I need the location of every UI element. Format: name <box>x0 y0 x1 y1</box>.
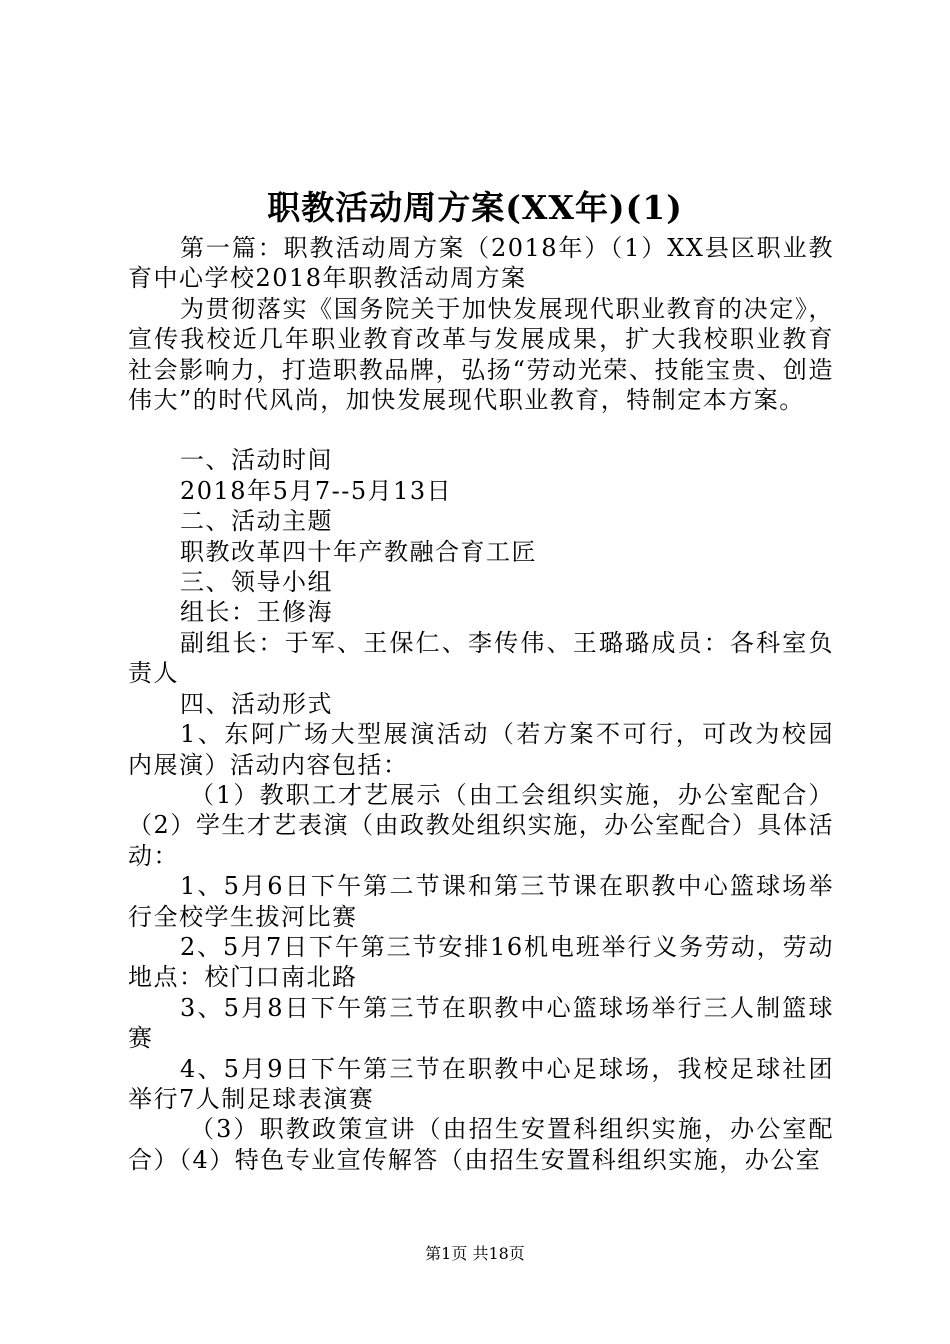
paragraph-group-leader: 组长：王修海 <box>180 598 333 627</box>
paragraph-intro: 第一篇：职教活动周方案（2018年）（1）XX县区职业教育中心学校2018年职教活动周方案 <box>128 234 834 293</box>
list-item-tug-of-war: 1、5月6日下午第二节课和第三节课在职教中心篮球场举行全校学生拔河比赛 <box>128 872 834 931</box>
list-item-football: 4、5月9日下午第三节在职教中心足球场，我校足球社团举行7人制足球表演赛 <box>128 1054 834 1113</box>
paragraph-activity-dates: 2018年5月7--5月13日 <box>180 476 453 505</box>
list-item-volunteer-labor: 2、5月7日下午第三节安排16机电班举行义务劳动，劳动地点：校门口南北路 <box>128 932 834 992</box>
heading-activity-theme: 二、活动主题 <box>180 507 333 536</box>
document-body <box>128 233 834 1175</box>
document-title: 职教活动周方案(XX年)(1) <box>267 188 683 227</box>
paragraph-policy-publicity: （3）职教政策宣讲（由招生安置科组织实施，办公室配合）（4）特色专业宣传解答（由招生安置科组织实施，办公室 <box>128 1115 834 1174</box>
paragraph-activity-theme: 职教改革四十年产教融合育工匠 <box>180 537 537 566</box>
heading-leadership-group: 三、领导小组 <box>180 568 333 597</box>
list-item-basketball: 3、5月8日下午第三节在职教中心篮球场举行三人制篮球赛 <box>128 993 834 1053</box>
page-footer: 第1页 共18页 <box>425 1244 525 1263</box>
heading-activity-form: 四、活动形式 <box>180 689 333 718</box>
paragraph-talent-shows: （1）教职工才艺展示（由工会组织实施，办公室配合）（2）学生才艺表演（由政教处组织实施，办公室配合）具体活动： <box>128 780 834 870</box>
paragraph-gap <box>128 415 834 445</box>
heading-activity-time: 一、活动时间 <box>180 446 333 475</box>
paragraph-deputy-leaders: 副组长：于军、王保仁、李传伟、王璐璐成员：各科室负责人 <box>128 628 834 688</box>
paragraph-plaza-show: 1、东阿广场大型展演活动（若方案不可行，可改为校园内展演）活动内容包括： <box>128 720 834 779</box>
paragraph-purpose: 为贯彻落实《国务院关于加快发展现代职业教育的决定》，宣传我校近几年职业教育改革与发展成果，扩大我校职业教育社会影响力，打造职教品牌，弘扬“劳动光荣、技能宝贵、创造伟大”的时代风尚，加快发展现代职业教育，特制定本方案。 <box>128 294 834 415</box>
